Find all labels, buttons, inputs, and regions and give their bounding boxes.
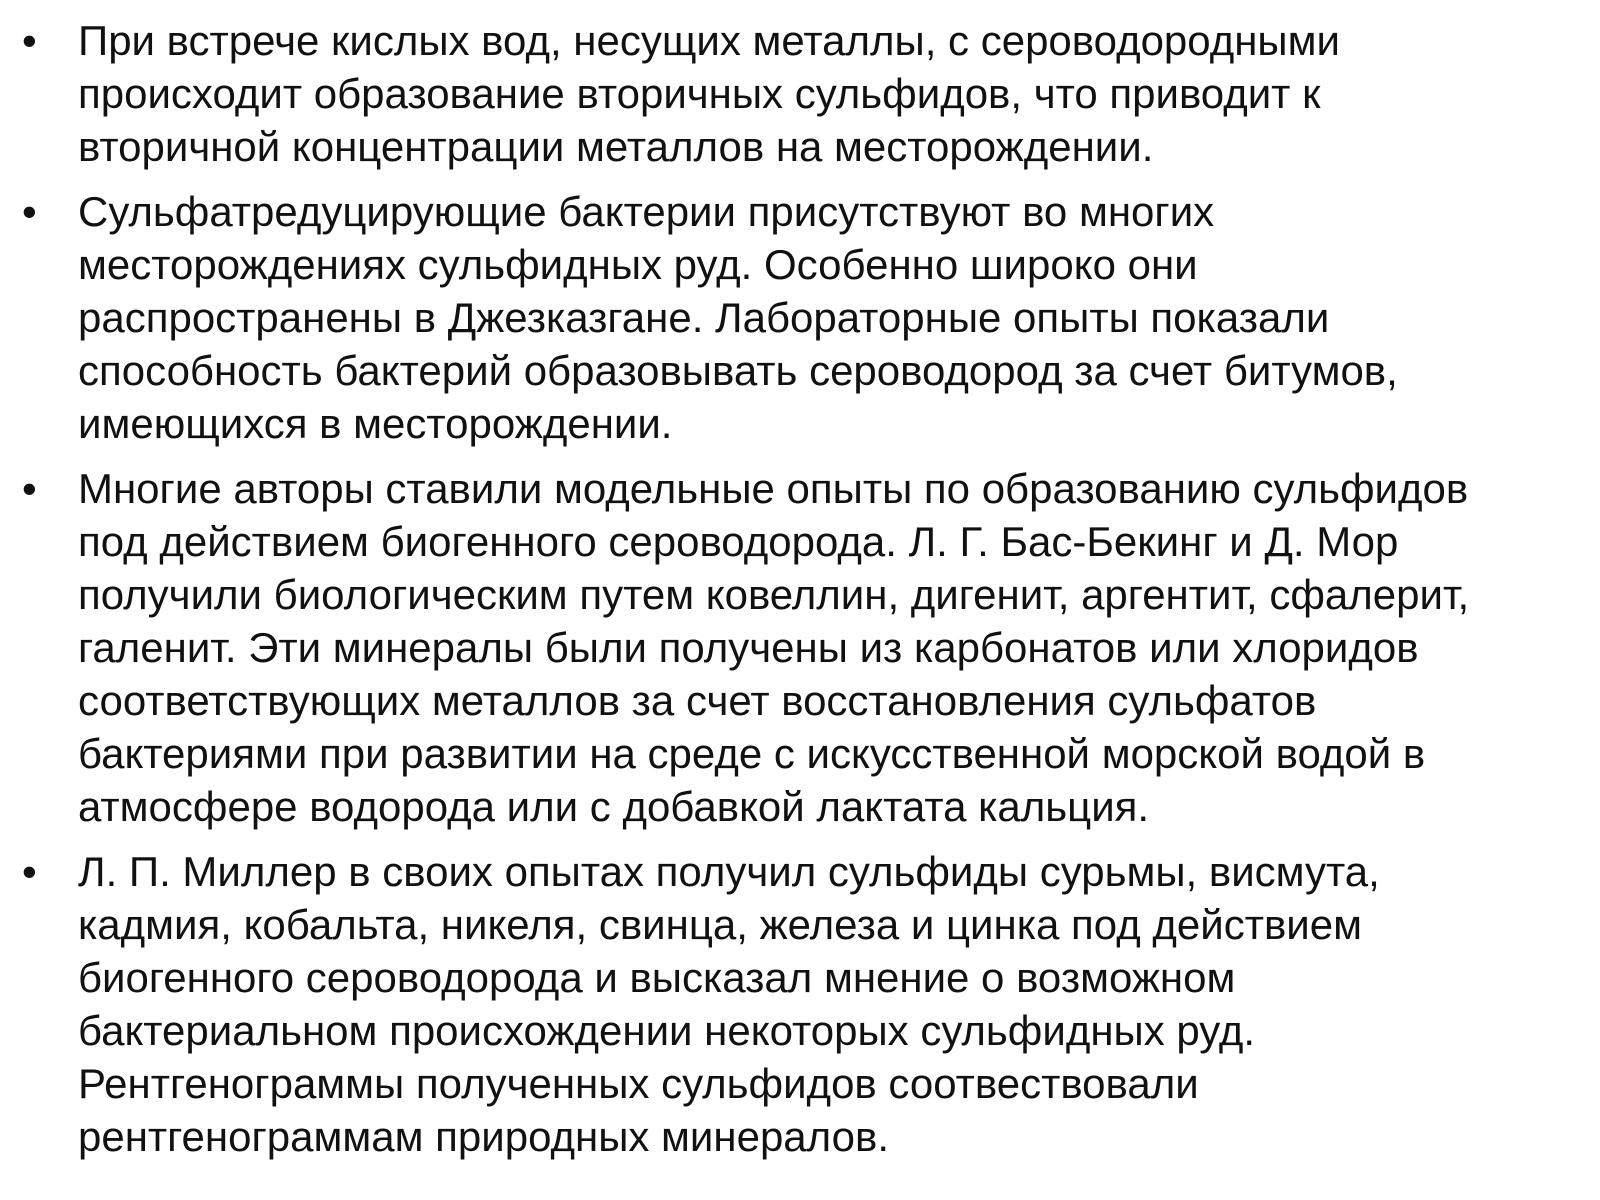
bullet-line: Многие авторы ставили модельные опыты по образованию сульфидов	[78, 465, 1469, 512]
bullet-icon: •	[22, 188, 37, 235]
bullet-line: способность бактерий образовывать сероводород за счет битумов,	[78, 347, 1398, 394]
bullet-line: происходит образование вторичных сульфидов, что приводит к	[78, 70, 1321, 117]
bullet-list	[14, 14, 1584, 1175]
bullet-line: получили биологическим путем ковеллин, дигенит, аргентит, сфалерит,	[78, 571, 1470, 618]
bullet-icon: •	[22, 465, 37, 512]
bullet-line: биогенного сероводорода и высказал мнение о возможном	[78, 954, 1236, 1001]
bullet-line: Рентгенограммы полученных сульфидов соотвествовали	[78, 1060, 1199, 1107]
bullet-line: Сульфатредуцирующие бактерии присутствуют во многих	[78, 188, 1215, 235]
bullet-line: имеющихся в месторождении.	[78, 400, 673, 447]
bullet-line: При встрече кислых вод, несущих металлы, с сероводородными	[78, 17, 1340, 64]
bullet-item-3	[14, 462, 1584, 833]
bullet-line: бактериями при развитии на среде с искусственной морской водой в	[78, 730, 1426, 777]
bullet-icon: •	[22, 17, 37, 64]
bullet-item-4	[14, 845, 1584, 1163]
bullet-line: галенит. Эти минералы были получены из карбонатов или хлоридов	[78, 624, 1419, 671]
bullet-item-1	[14, 14, 1584, 173]
bullet-line: распространены в Джезказгане. Лабораторные опыты показали	[78, 294, 1330, 341]
bullet-line: месторождениях сульфидных руд. Особенно широко они	[78, 241, 1198, 288]
bullet-line: соответствующих металлов за счет восстановления сульфатов	[78, 677, 1317, 724]
bullet-line: рентгенограммам природных минералов.	[78, 1113, 889, 1160]
bullet-line: под действием биогенного сероводорода. Л. Г. Бас-Бекинг и Д. Мор	[78, 518, 1399, 565]
bullet-line: Л. П. Миллер в своих опытах получил сульфиды сурьмы, висмута,	[78, 848, 1380, 895]
bullet-line: кадмия, кобальта, никеля, свинца, железа и цинка под действием	[78, 901, 1362, 948]
bullet-line: бактериальном происхождении некоторых сульфидных руд.	[78, 1007, 1256, 1054]
bullet-item-2	[14, 185, 1584, 450]
bullet-icon: •	[22, 848, 37, 895]
bullet-line: вторичной концентрации металлов на месторождении.	[78, 123, 1154, 170]
bullet-line: атмосфере водорода или с добавкой лактата кальция.	[78, 783, 1150, 830]
